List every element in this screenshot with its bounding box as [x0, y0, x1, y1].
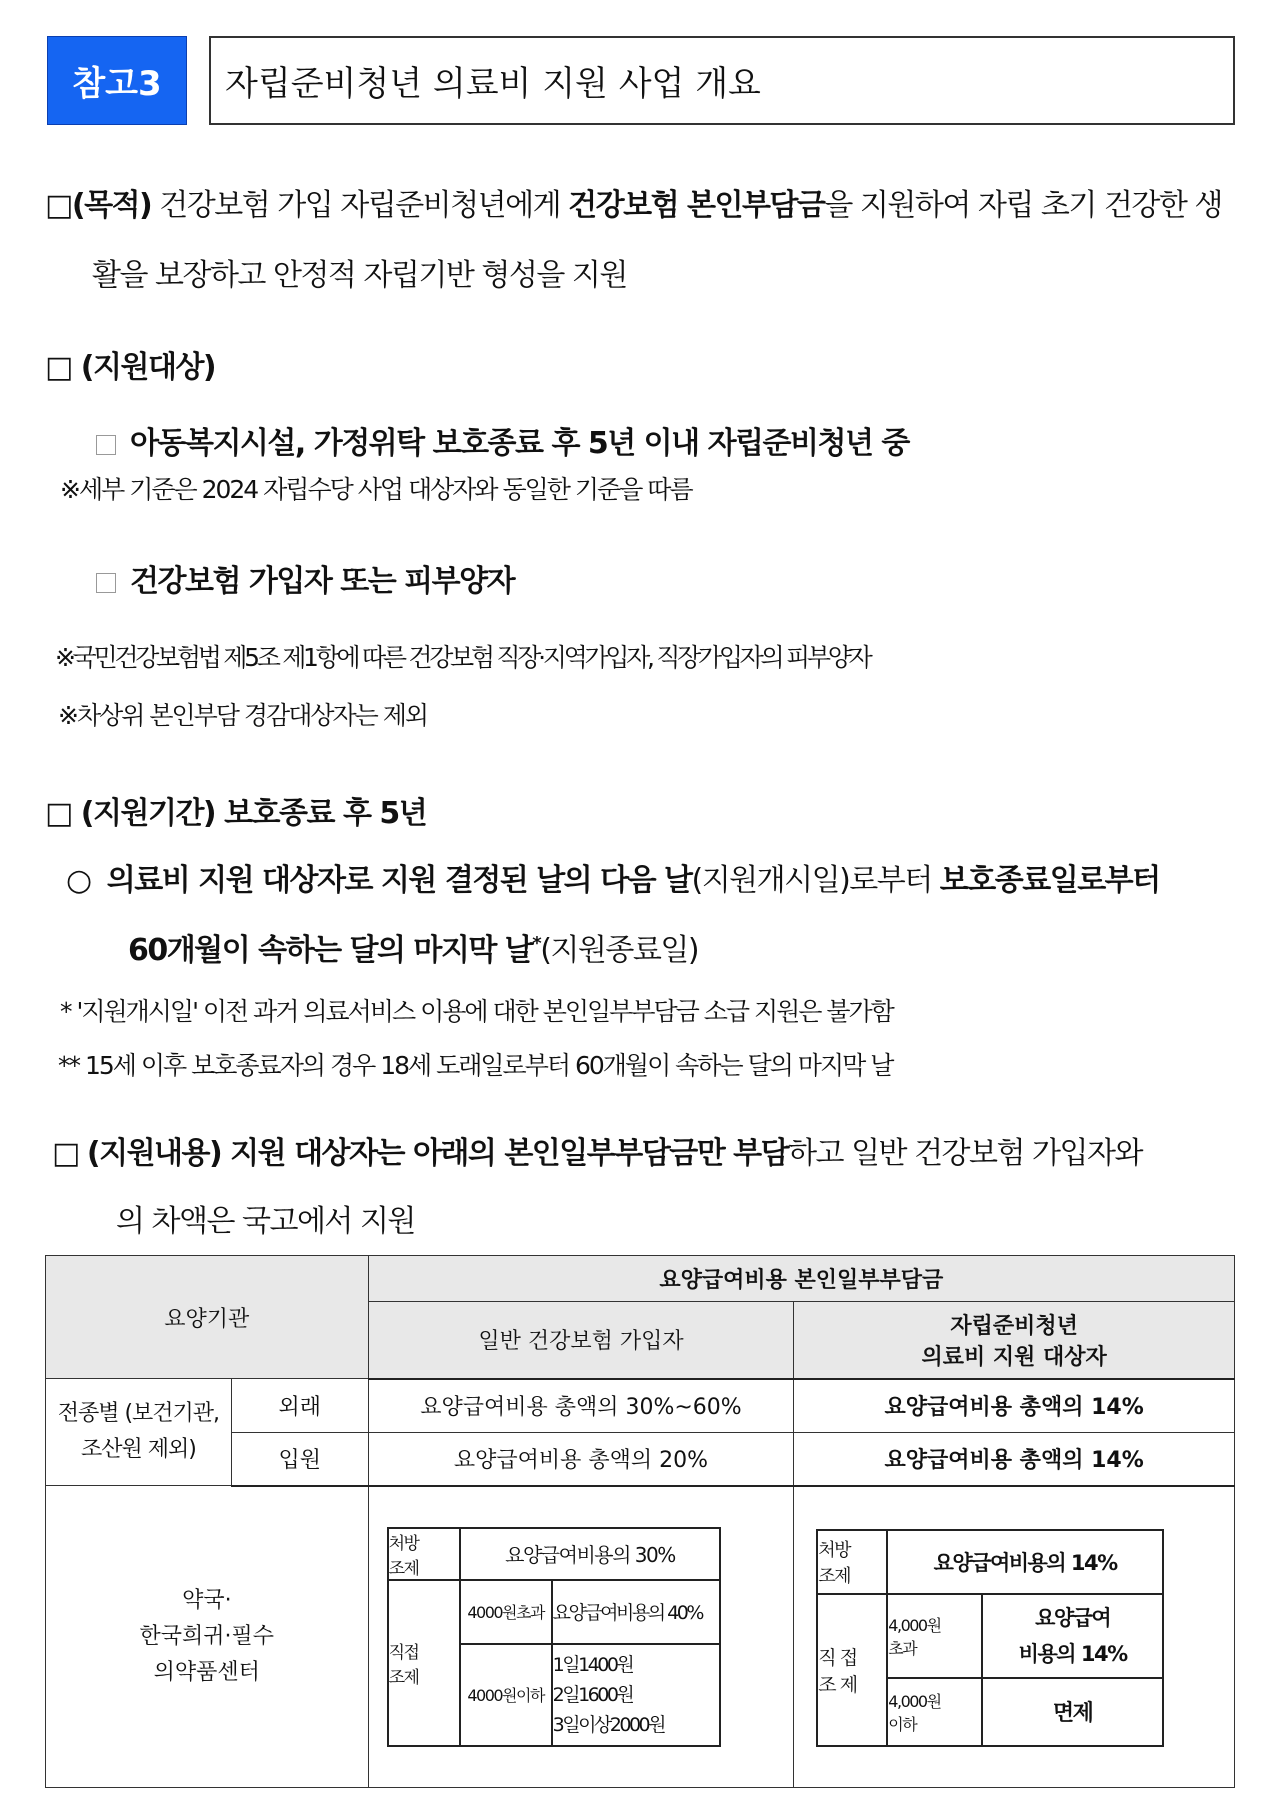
inpatient-target: 요양급여비용 총액의 14% — [794, 1433, 1235, 1486]
inpatient-label: 입원 — [231, 1433, 368, 1486]
g-rx-label-1: 처방 — [388, 1533, 419, 1554]
t-rx-value: 요양급여비용의 14% — [887, 1530, 1163, 1594]
period-note-1: * '지원개시일' 이전 과거 의료서비스 이용에 대한 본인일부부담금 소급 지원은 불가함 — [60, 997, 893, 1026]
pharmacy-line-2: 한국희귀·필수 — [139, 1623, 275, 1649]
period-note-2: ** 15세 이후 보호종료자의 경우 18세 도래일로부터 60개월이 속하는 달의 마지막 날 — [58, 1051, 893, 1080]
outpatient-label: 외래 — [231, 1379, 368, 1433]
g-dir-label — [388, 1580, 460, 1746]
t-under-label-1: 4,000원 — [888, 1691, 941, 1711]
pharmacy-general-cell — [368, 1486, 794, 1788]
target-item-1-text: 아동복지시설, 가정위탁 보호종료 후 5년 이내 자립준비청년 중 — [130, 426, 909, 461]
target-item-2-text: 건강보험 가입자 또는 피부양자 — [130, 564, 515, 599]
g-under-label: 4000원이하 — [460, 1644, 552, 1746]
general-pharmacy-table — [387, 1527, 722, 1747]
t-rx-label-2: 조제 — [818, 1565, 851, 1587]
t-under-value: 면제 — [982, 1678, 1163, 1746]
content-bold: (지원내용) 지원 대상자는 아래의 본인일부부담금만 부담 — [86, 1136, 789, 1171]
purpose-text-1: 건강보험 가입 자립준비청년에게 — [151, 188, 569, 223]
purpose-text-2: 을 지원하여 자립 초기 건강한 생 — [824, 188, 1222, 223]
small-box-icon — [96, 573, 116, 593]
outpatient-general: 요양급여비용 총액의 30%~60% — [368, 1379, 794, 1433]
period-text-1: (지원개시일)로부터 — [691, 863, 940, 898]
small-box-icon — [96, 435, 116, 455]
t-over-label-2: 초과 — [888, 1638, 917, 1658]
period-text-2: (지원종료일) — [540, 933, 699, 968]
t-over-value — [982, 1594, 1163, 1678]
period-heading: □ (지원기간) 보호종료 후 5년 — [45, 796, 427, 831]
header-target — [794, 1302, 1235, 1379]
t-dir-label-2: 조 제 — [818, 1673, 857, 1696]
g-dir-label-1: 직접 — [388, 1642, 419, 1663]
pharmacy-target-cell — [794, 1486, 1235, 1788]
target-note-2: ※국민건강보험법 제5조 제1항에 따른 건강보험 직장·지역가입자, 직장가입자의 피부양자 — [55, 643, 870, 672]
g-over-label: 4000원초과 — [460, 1580, 552, 1644]
t-dir-label-1: 직 접 — [818, 1646, 857, 1669]
g-rx-label-2: 조제 — [388, 1558, 419, 1579]
pharmacy-line-1: 약국· — [182, 1587, 232, 1613]
page-title: 자립준비청년 의료비 지원 사업 개요 — [209, 36, 1235, 125]
g-day-3: 3일이상2000원 — [552, 1713, 664, 1736]
header-target-line-2: 의료비 지원 대상자 — [921, 1344, 1107, 1370]
target-item-1 — [96, 418, 909, 462]
g-dir-label-2: 조제 — [388, 1667, 419, 1688]
g-over-value: 요양급여비용의 40% — [552, 1580, 721, 1644]
reference-badge: 참고3 — [47, 36, 187, 125]
period-line-2 — [128, 925, 698, 969]
target-note-1: ※세부 기준은 2024 자립수당 사업 대상자와 동일한 기준을 따름 — [60, 475, 692, 504]
category-all — [46, 1379, 232, 1486]
t-rx-label — [817, 1530, 887, 1594]
bullet-box: □ — [52, 1136, 87, 1171]
g-rx-value: 요양급여비용의 30% — [460, 1528, 721, 1580]
category-all-line-2: 조산원 제외) — [80, 1437, 196, 1462]
purpose-line — [45, 180, 1222, 224]
g-under-values — [552, 1644, 721, 1746]
t-under-label — [887, 1678, 982, 1746]
inpatient-general: 요양급여비용 총액의 20% — [368, 1433, 794, 1486]
content-line — [52, 1128, 1142, 1172]
footnote-mark: * — [532, 933, 541, 954]
copay-table — [45, 1255, 1235, 1788]
g-rx-label — [388, 1528, 460, 1580]
outpatient-target: 요양급여비용 총액의 14% — [794, 1379, 1235, 1433]
t-over-value-2: 비용의 14% — [1018, 1641, 1127, 1666]
period-bold-2: 보호종료일로부터 — [939, 863, 1160, 898]
pharmacy-line-3: 의약품센터 — [153, 1659, 260, 1685]
g-day-1: 1일1400원 — [552, 1653, 633, 1676]
header-institution: 요양기관 — [46, 1256, 369, 1379]
content-text: 하고 일반 건강보험 가입자와 — [788, 1136, 1142, 1171]
purpose-tag: (목적) — [71, 188, 152, 223]
t-over-label — [887, 1594, 982, 1678]
target-pharmacy-table — [816, 1529, 1164, 1747]
t-rx-label-1: 처방 — [818, 1539, 851, 1561]
period-bold-3: 60개월이 속하는 달의 마지막 날 — [128, 933, 533, 968]
header-copay: 요양급여비용 본인일부부담금 — [368, 1256, 1234, 1302]
t-under-label-2: 이하 — [888, 1714, 917, 1734]
header-general: 일반 건강보험 가입자 — [368, 1302, 794, 1379]
target-heading: □ (지원대상) — [45, 350, 216, 385]
bullet-box: □ — [45, 188, 72, 223]
category-all-line-1: 전종별 (보건기관, — [57, 1401, 220, 1426]
t-dir-label — [817, 1594, 887, 1746]
t-over-value-1: 요양급여 — [1035, 1605, 1111, 1630]
purpose-bold: 건강보험 본인부담금 — [568, 188, 825, 223]
target-note-3: ※차상위 본인부담 경감대상자는 제외 — [58, 701, 428, 730]
header-target-line-1: 자립준비청년 — [950, 1313, 1078, 1339]
circle-bullet: ○ — [66, 863, 91, 898]
category-pharmacy — [46, 1486, 369, 1788]
purpose-continued: 활을 보장하고 안정적 자립기반 형성을 지원 — [92, 258, 627, 293]
target-item-2 — [96, 556, 514, 600]
period-line — [66, 855, 1160, 899]
content-continued: 의 차액은 국고에서 지원 — [116, 1204, 415, 1239]
period-bold-1: 의료비 지원 대상자로 지원 결정된 날의 다음 날 — [106, 863, 692, 898]
g-day-2: 2일1600원 — [552, 1683, 633, 1706]
t-over-label-1: 4,000원 — [888, 1615, 941, 1635]
